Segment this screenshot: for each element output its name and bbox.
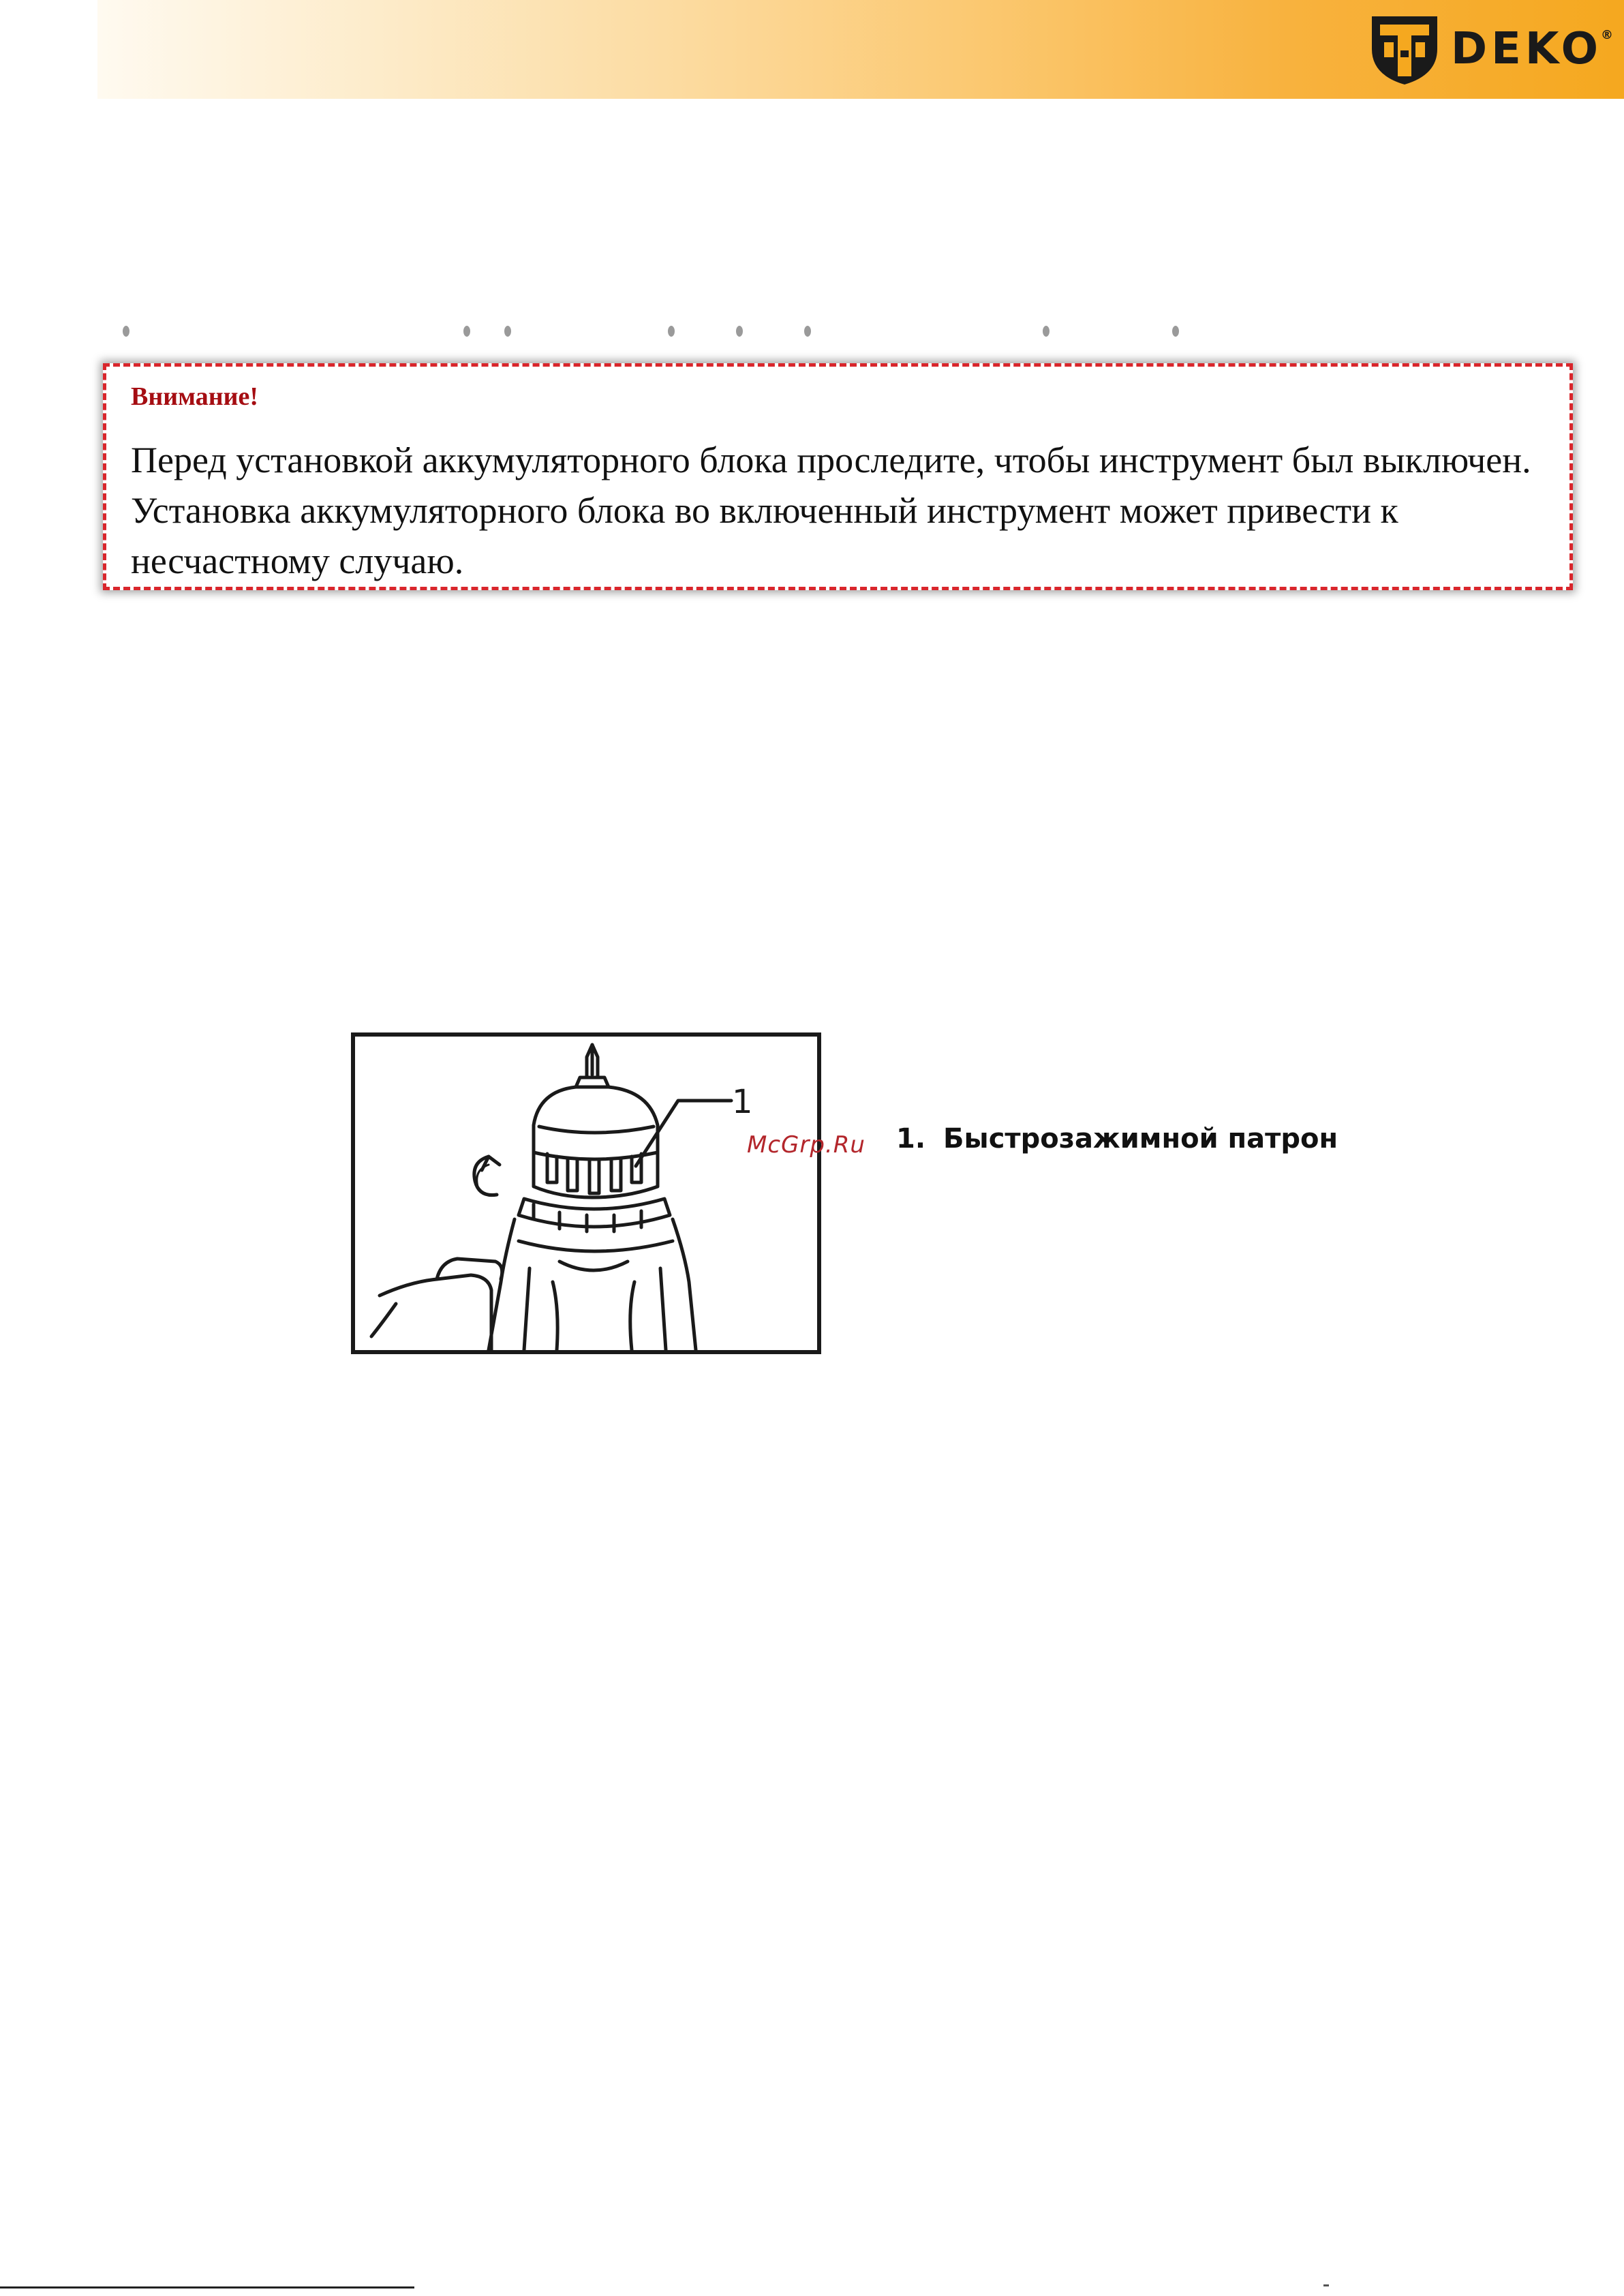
cut-text-fragment [804,326,811,337]
footer-mark [1323,2284,1329,2286]
cut-text-fragment [504,326,511,337]
footnote-separator [0,2286,414,2289]
warning-text: Перед установкой аккумуляторного блока проследите, чтобы инструмент был выключен. Установка аккумуляторного блока во включенный инструмент может привести к несчастному случаю. [131,440,1531,581]
cut-text-fragment [1172,326,1179,337]
warning-title: Внимание! [131,382,259,411]
cut-text-fragment [1043,326,1050,337]
brand-name: DEKO ® [1451,24,1617,74]
figure-callout-number: 1 [732,1083,753,1121]
brand-logo [1366,8,1617,90]
cut-text-fragment [668,326,675,337]
cut-text-fragment [463,326,470,337]
watermark: McGrp.Ru [747,1131,865,1159]
warning-box [103,363,1573,590]
figure-legend [896,1123,1338,1154]
legend-item-number: 1. [896,1123,926,1154]
cut-text-fragment [123,326,129,337]
drill-chuck-illustration [351,1032,821,1354]
deko-shield-logo-icon [1366,11,1443,87]
legend-item-label: Быстрозажимной патрон [943,1123,1338,1154]
cut-off-text-line [123,326,1186,337]
registered-mark: ® [1601,28,1617,42]
header-band [97,0,1624,99]
cut-text-fragment [736,326,743,337]
